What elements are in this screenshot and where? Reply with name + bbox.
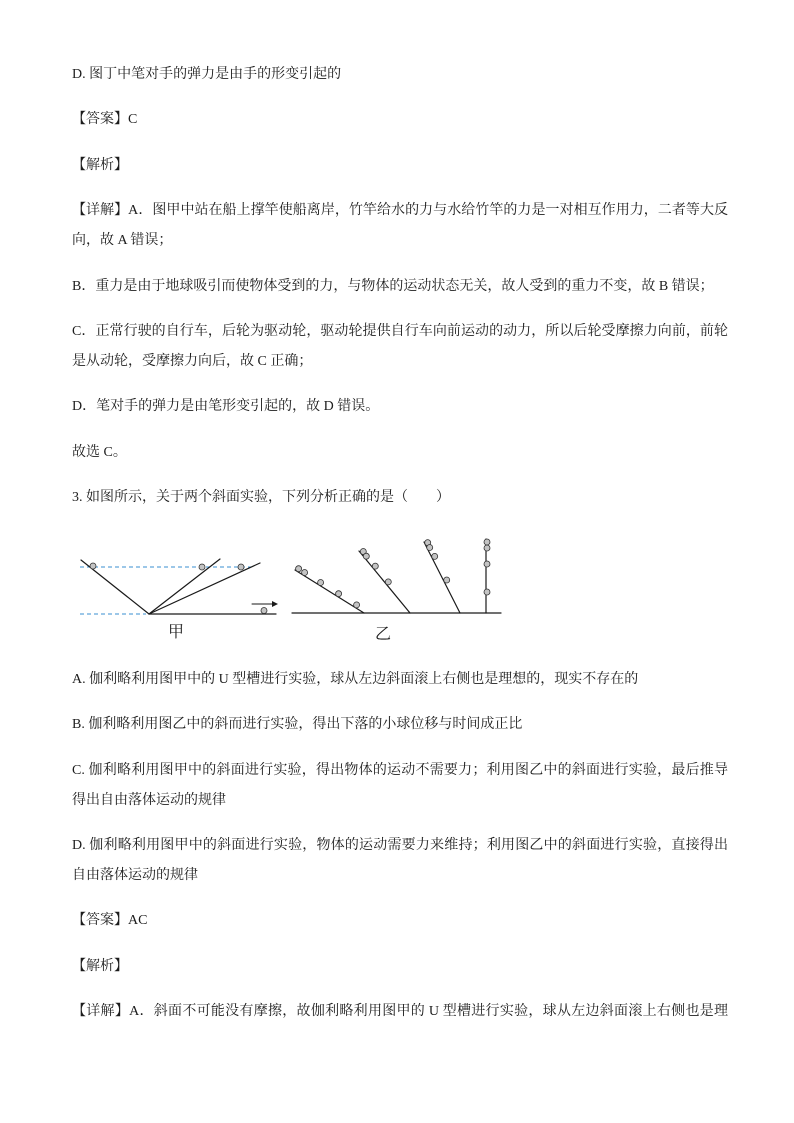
ball	[336, 590, 342, 596]
answer-line: 【答案】AC	[72, 913, 148, 929]
ball	[444, 577, 450, 583]
text-line: 是从动轮，受摩擦力向后，故 C 正确；	[72, 353, 313, 369]
text-line: D．笔对手的弹力是由笔形变引起的，故 D 错误。	[72, 399, 380, 415]
ball	[484, 545, 490, 551]
ball	[385, 578, 391, 584]
figure-yi	[292, 539, 501, 643]
previous-detail-c	[72, 317, 728, 377]
question-stem: 3. 如图所示，关于两个斜面实验，下列分析正确的是（ ）	[72, 490, 450, 506]
ball	[354, 601, 360, 607]
figure-label-jia: 甲	[167, 623, 185, 641]
ball	[302, 569, 308, 575]
question-3-detail-a	[72, 997, 728, 1027]
incline-2	[359, 551, 410, 613]
question-3-option-d	[72, 831, 728, 891]
ball	[261, 607, 267, 613]
analysis-heading: 【解析】	[72, 958, 128, 974]
question-3-option-c	[72, 756, 728, 816]
option-b-text: B. 伽利略利用图乙中的斜而进行实验，得出下落的小球位移与时间成正比	[72, 717, 523, 733]
text-line: 向，故 A 错误；	[72, 233, 173, 249]
ball	[238, 564, 244, 570]
ball	[90, 563, 96, 569]
ball	[484, 539, 490, 545]
option-d-text: D. 伽利略利用图甲中的斜面进行实验，物体的运动需要力来维持；利用图乙中的斜面进行实验，直接得出	[72, 838, 728, 854]
previous-answer	[72, 105, 728, 135]
previous-detail-b	[72, 272, 728, 302]
text-line: C．正常行驶的自行车，后轮为驱动轮，驱动轮提供自行车向前运动的动力，所以后轮受摩擦力向前，前轮	[72, 323, 728, 339]
option-a-text: A. 伽利略利用图甲中的 U 型槽进行实验，球从左边斜面滚上右侧也是理想的，现实不存在的	[72, 671, 639, 687]
ball	[296, 565, 302, 571]
text-line: 【详解】A．图甲中站在船上撑竿使船离岸，竹竿给水的力与水给竹竿的力是一对相互作用力，二者等大反	[72, 203, 728, 219]
analysis-heading: 【解析】	[72, 157, 128, 173]
previous-option-d	[72, 60, 728, 90]
ball	[199, 564, 205, 570]
question-3-option-b	[72, 710, 728, 740]
question-3-answer	[72, 906, 728, 936]
figure-jia	[80, 559, 278, 641]
text-line: 【详解】A．斜面不可能没有摩擦，故伽利略利用图甲的 U 型槽进行实验，球从左边斜面滚上右侧也是理	[72, 1004, 728, 1020]
incline-3	[424, 542, 460, 613]
option-d-text: 自由落体运动的规律	[72, 868, 198, 884]
ball	[372, 563, 378, 569]
ball	[484, 561, 490, 567]
previous-conclusion	[72, 438, 728, 468]
figure-label-yi: 乙	[374, 625, 392, 643]
question-3-analysis-heading	[72, 952, 728, 982]
previous-detail-a	[72, 196, 728, 256]
ball	[363, 553, 369, 559]
ball	[484, 589, 490, 595]
option-c-text: C. 伽利略利用图甲中的斜面进行实验，得出物体的运动不需要力；利用图乙中的斜面进行实验，最后推导	[72, 762, 728, 778]
question-3-option-a	[72, 665, 728, 695]
answer-line: 【答案】C	[72, 112, 138, 128]
text-line: B．重力是由于地球吸引而使物体受到的力，与物体的运动状态无关，故人受到的重力不变，故 B 错误；	[72, 278, 714, 294]
incline-experiments-figure	[0, 529, 794, 650]
text-line: 故选 C。	[72, 444, 127, 460]
ball	[427, 544, 433, 550]
ball	[432, 553, 438, 559]
question-3-stem	[72, 483, 728, 513]
previous-detail-d	[72, 392, 728, 422]
option-c-text: 得出自由落体运动的规律	[72, 792, 226, 808]
ball	[318, 579, 324, 585]
motion-arrow-icon	[252, 601, 278, 607]
text-line: D. 图丁中笔对手的弹力是由手的形变引起的	[72, 67, 342, 82]
previous-analysis-heading	[72, 151, 728, 181]
